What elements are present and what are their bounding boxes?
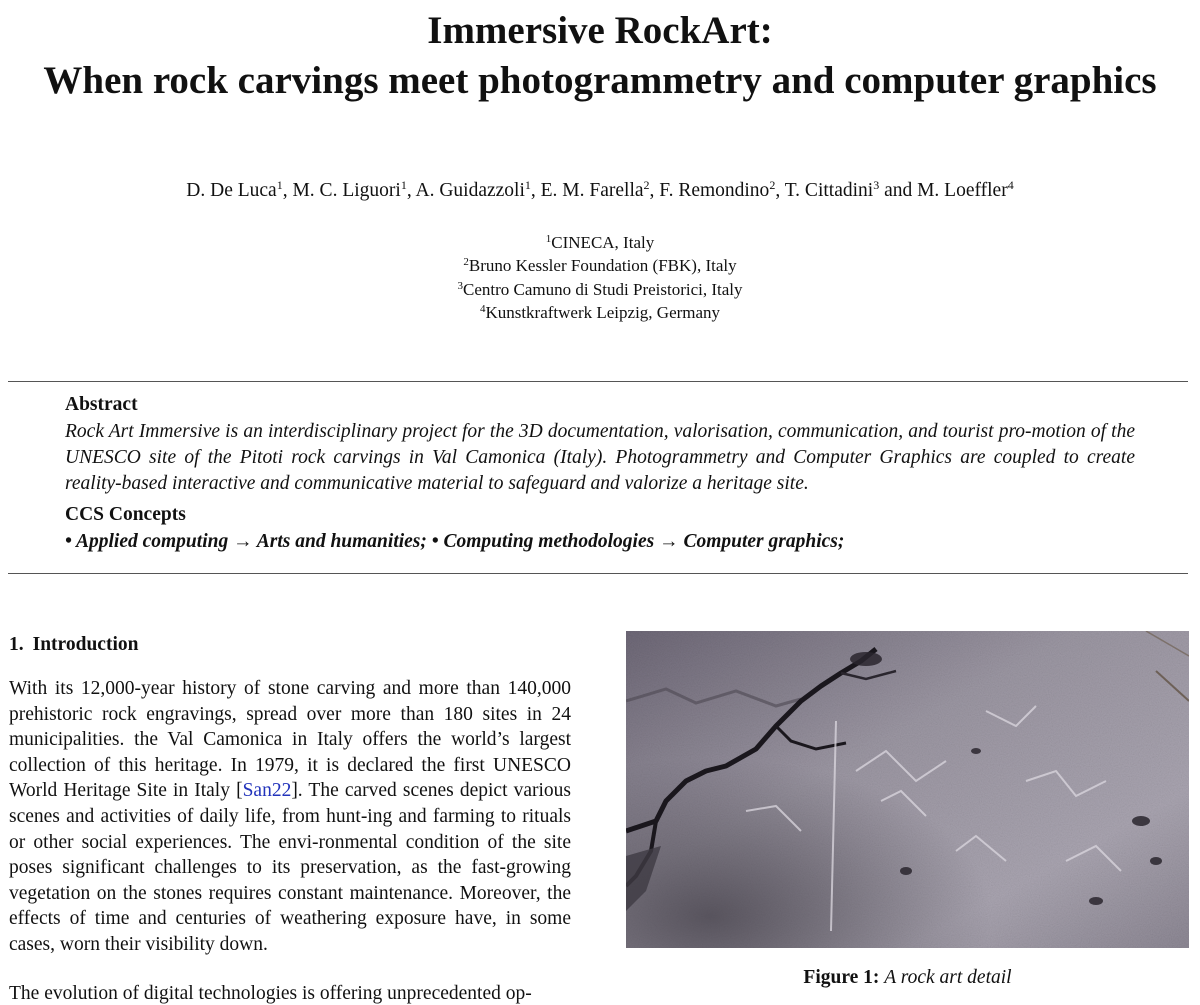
author: T. Cittadini <box>784 180 874 201</box>
author-affiliation-mark: 2 <box>643 178 650 192</box>
affiliation <box>0 231 1200 254</box>
author-affiliation-mark: 1 <box>276 178 283 192</box>
citation-link[interactable]: San22 <box>242 780 292 802</box>
figure-caption <box>626 967 1189 989</box>
affiliation <box>0 254 1200 277</box>
affiliation-number: 4 <box>479 302 486 315</box>
author-affiliation-mark: 3 <box>873 178 880 192</box>
author-conjunction: and <box>884 180 913 201</box>
rock-carving-photo <box>626 631 1189 948</box>
figure-image <box>626 631 1189 948</box>
bullet-icon: • <box>65 531 72 552</box>
abstract-heading: Abstract <box>65 394 138 415</box>
affiliation-list <box>0 231 1200 324</box>
affiliation-name: CINECA, Italy <box>551 233 655 252</box>
author: A. Guidazzoli <box>415 180 525 201</box>
author: D. De Luca <box>186 180 277 201</box>
author: E. M. Farella <box>540 180 644 201</box>
paper-title <box>0 6 1200 106</box>
section-number: 1. <box>9 634 24 655</box>
arrow-right-icon: → <box>233 531 253 552</box>
section-title: Introduction <box>32 634 139 655</box>
abstract-block <box>65 393 1135 555</box>
ccs-concept-specific: Computer graphics; <box>683 531 845 552</box>
author: M. C. Liguori <box>292 180 401 201</box>
affiliation-name: Centro Camuno di Studi Preistorici, Italy <box>462 279 743 299</box>
title-line-2: When rock carvings meet photogrammetry and computer graphics <box>43 59 1157 102</box>
paragraph-text: With its 12,000-year history of stone carving and more than 140,000 prehistoric rock engravings, spread over more than 180 sites in 24 municipalities. the Val Camonica in Italy offers the world’s largest collection of this heritage. In 1979, it is declared the first UNESCO World Heritage Site in Italy [ <box>9 678 571 802</box>
author-affiliation-mark: 1 <box>524 178 531 192</box>
affiliation-number: 2 <box>463 256 469 269</box>
author-affiliation-mark: 1 <box>400 178 407 192</box>
figure-label: Figure 1: <box>803 967 880 988</box>
ccs-concept-list <box>65 529 1135 555</box>
intro-paragraph <box>9 676 571 958</box>
paragraph-text: ]. The carved scenes depict various scenes and activities of daily life, from hunt-ing and farming to rituals or other social experiences. The envi-ronmental condition of the site poses significant challenges to its preservation, as the fast-growing vegetation on the stones requires constant maintenance. Moreover, the effects of time and centuries of weathering exposure have, in some cases, worn their visibility down. <box>9 780 571 955</box>
author-list: D. De Luca$^1$, M. C. Liguori$^1$, A. Guidazzoli$^1$, E. M. Farella$^2$, F. Remondino$^2$, T. Cittadini$^3$ and M. Loeffler$^4$ <box>186 178 1014 201</box>
ccs-heading: CCS Concepts <box>65 504 186 525</box>
abstract-top-rule <box>8 381 1188 382</box>
affiliation <box>0 301 1200 324</box>
abstract-text: Rock Art Immersive is an interdisciplinary project for the 3D documentation, valorisation, communication, and tourist pro-motion of the UNESCO site of the Pitoti rock carvings in Val Camonica (Italy). Photogrammetry and Computer Graphics are coupled to create reality-based interactive and communicative material to safeguard and valorize a heritage site. <box>65 421 1135 494</box>
affiliation-name: Bruno Kessler Foundation (FBK), Italy <box>468 256 737 276</box>
ccs-concepts <box>65 503 1135 555</box>
author-affiliation-mark: 4 <box>1007 178 1014 192</box>
ccs-concept-general: Applied computing <box>75 531 229 552</box>
author-affiliation-mark: 2 <box>769 178 776 192</box>
figure-caption-text: A rock art detail <box>884 967 1012 988</box>
title-line-1: Immersive RockArt: <box>427 9 773 52</box>
section-heading <box>9 634 138 656</box>
ccs-concept-specific: Arts and humanities; <box>256 531 427 552</box>
affiliation-number: 1 <box>545 233 552 245</box>
ccs-concept-general: Computing methodologies <box>443 531 655 552</box>
bullet-icon: • <box>431 531 439 552</box>
abstract-bottom-rule <box>8 573 1188 574</box>
arrow-right-icon: → <box>659 531 679 552</box>
affiliation-number: 3 <box>457 279 463 292</box>
affiliation-name: Kunstkraftwerk Leipzig, Germany <box>485 302 721 322</box>
affiliation <box>0 278 1200 301</box>
author: M. Loeffler <box>917 180 1008 201</box>
next-paragraph-partial: The evolution of digital technologies is offering unprecedented op- <box>9 983 532 1004</box>
author: F. Remondino <box>659 180 770 201</box>
